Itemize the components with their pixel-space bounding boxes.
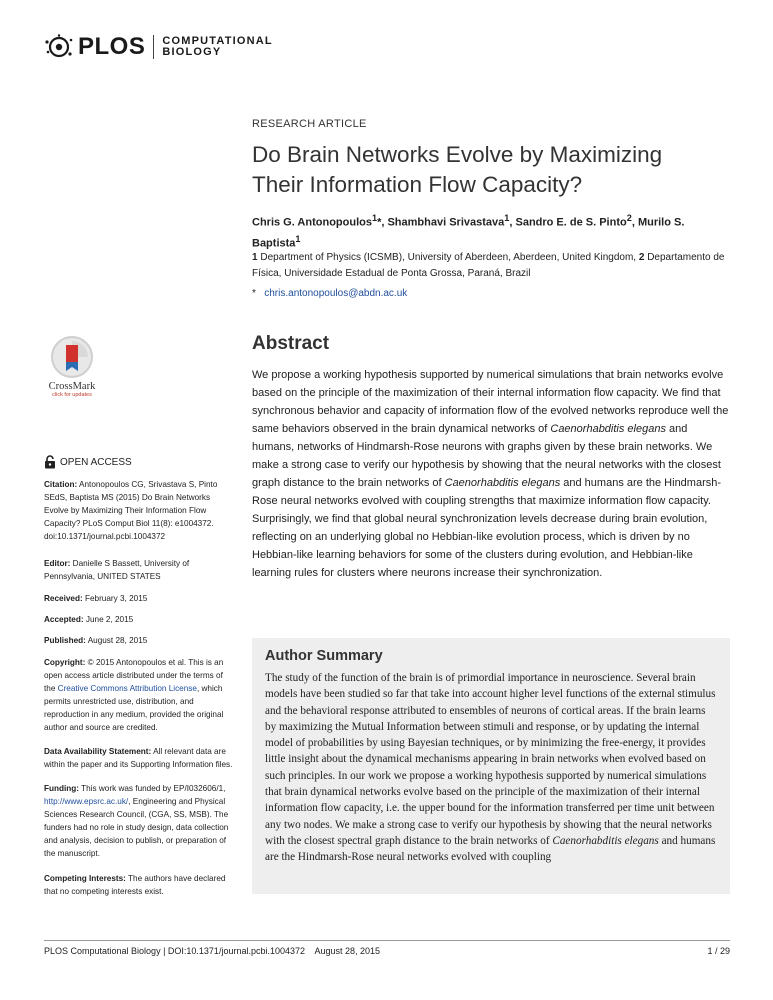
open-access — [44, 455, 234, 469]
published-label: Published: — [44, 636, 86, 645]
corresponding-mark: * — [377, 216, 382, 229]
editor-block — [44, 557, 234, 583]
logo-divider — [153, 35, 154, 59]
copyright-text: © 2015 Antonopoulos et al. This is an open access article distributed under the terms of the — [44, 658, 224, 693]
funding-block — [44, 782, 234, 860]
abstract-species: Caenorhabditis elegans — [550, 423, 666, 435]
data-availability-block — [44, 745, 234, 771]
affiliations — [252, 250, 730, 282]
citation-label: Citation: — [44, 480, 78, 489]
accepted-block — [44, 613, 234, 626]
author-summary-heading: Author Summary — [265, 648, 383, 664]
footer-divider — [44, 940, 730, 941]
corresponding-email — [252, 288, 730, 299]
author-list: Chris G. Antonopoulos$^1$*, Shambhavi Srivastava$^1$, Sandro E. de S. Pinto$^2$, Murilo S. Baptista$^1$ — [252, 213, 685, 250]
data-availability-text: All relevant data are within the paper and its Supporting Information files. — [44, 747, 233, 769]
crossmark-badge[interactable] — [44, 335, 100, 398]
data-availability-label: Data Availability Statement: — [44, 747, 152, 756]
author-affil-sup: 2 — [626, 213, 632, 223]
affil-text: Department of Physics (ICSMB), University of Aberdeen, Aberdeen, United Kingdom, — [260, 252, 637, 263]
open-lock-icon — [44, 455, 56, 469]
abstract-part: We propose a working hypothesis supported by numerical simulations that brain networks evolve based on the principle of the maximization of their internal information flow capacity. We find that synchronous behavior and capacity of information flow of the evolved networks reproduce well the same behaviors observed in the brain dynamical networks of — [252, 369, 729, 435]
summary-species: Caenorhabditis elegans — [552, 834, 659, 847]
received-label: Received: — [44, 594, 83, 603]
competing-label: Competing Interests: — [44, 874, 126, 883]
affil-number: 1 — [252, 252, 258, 263]
title-line-2: Their Information Flow Capacity? — [252, 172, 583, 197]
affil-number: 2 — [638, 252, 645, 263]
abstract-heading: Abstract — [252, 333, 330, 354]
received-block — [44, 592, 234, 605]
footer-citation: PLOS Computational Biology | DOI:10.1371/journal.pcbi.1004372 August 28, 2015 — [44, 946, 381, 956]
page-number: 1 / 29 — [707, 946, 730, 956]
corresponding-mark: * — [252, 288, 256, 299]
cc-license-link[interactable]: Creative Commons Attribution License — [57, 684, 197, 693]
open-access-label: OPEN ACCESS — [60, 456, 132, 468]
summary-part: and humans are the Hindmarsh-Rose neural networks evolved with coupling — [265, 834, 716, 864]
summary-part: The study of the function of the brain is of primordial importance in neuroscience. Several brain models have been studied so far that take into account higher level functions of the external stimulus and the behavioral response attributed to ensembles of neurons of cortical areas. If the brain learns by maximizing the Mutual Information between stimuli and response, or by updating the internal model of probabilities by using Bayesian techniques, or by minimizing the free-energy, it provides little insight about the dynamical mechanisms appearing in brain networks when evolved based on such principles. In our work we propose a working hypothesis supported by numerical simulations that brain dynamical networks evolve based on the principle of the maximization of their internal information flow capacity, i.e. the upper bound for the information transferred per time unit between any two nodes. We make a strong case to verify our hypothesis by showing that the neural networks with the closest spectral graph distance to the brain networks of — [265, 672, 716, 847]
editor-label: Editor: — [44, 559, 71, 568]
competing-interests-block — [44, 872, 234, 898]
author-affil-sup: 1 — [504, 213, 510, 223]
copyright-label: Copyright: — [44, 658, 86, 667]
article-title — [252, 140, 730, 200]
citation-block — [44, 478, 234, 543]
author-affil-sup: 1 — [371, 213, 378, 223]
copyright-block — [44, 656, 234, 734]
title-line-1: Do Brain Networks Evolve by Maximizing — [252, 142, 663, 167]
journal-name-line2: BIOLOGY — [162, 46, 222, 58]
author-affil-sup: 1 — [295, 233, 301, 244]
copyright-text: , which permits unrestricted use, distribution, and reproduction in any medium, provided the original author and source are credited. — [44, 684, 224, 732]
competing-text: The authors have declared that no competing interests exist. — [44, 874, 226, 896]
article-type: RESEARCH ARTICLE — [252, 118, 367, 130]
abstract-part: and humans are the Hindmarsh-Rose neural networks evolved with coupling strengths that maximize information flow capacity. Surprisingly, we find that global neural synchronization levels decrease during brain evolution, reflecting on an underlying global no Hebbian-like evolution process, which is driven by no Hebbian-like learning behaviors for some of the clusters during evolution, and Hebbian-like learning rules for clusters where neurons increase their synchronization. — [252, 477, 722, 579]
citation-text: Antonopoulos CG, Srivastava S, Pinto SEdS, Baptista MS (2015) Do Brain Networks Evolve by Maximizing Their Information Flow Capacity? PLoS Comput Biol 11(8): e1004372. doi:10.1371/journal.pcbi.1004372 — [44, 480, 218, 541]
author-name[interactable]: Sandro E. de S. Pinto — [515, 216, 627, 229]
crossmark-sub: click for updates — [52, 392, 92, 398]
editor-text: Danielle S Bassett, University of Pennsylvania, UNITED STATES — [44, 559, 190, 581]
crossmark-label: CrossMark — [48, 381, 96, 392]
page-footer — [44, 946, 730, 956]
crossmark-icon — [50, 335, 94, 379]
published-block — [44, 634, 234, 647]
epsrc-link[interactable]: http://www.epsrc.ac.uk/ — [44, 797, 129, 806]
journal-name — [162, 36, 273, 58]
abstract-text — [252, 366, 730, 582]
author-name[interactable]: Chris G. Antonopoulos — [252, 216, 372, 229]
plos-logo-icon — [44, 34, 74, 60]
logo-plos-text: PLOS — [78, 33, 146, 60]
plos-logo[interactable] — [44, 32, 273, 62]
received-date: February 3, 2015 — [84, 594, 148, 603]
accepted-date: June 2, 2015 — [85, 615, 134, 624]
abstract-species: Caenorhabditis elegans — [444, 477, 561, 489]
funding-text: , Engineering and Physical Sciences Research Council, (CGA, SS, MSB). The funders had no role in study design, data collection and analysis, decision to publish, or preparation of the manuscript. — [44, 797, 229, 858]
funding-text: This work was funded by EP/I032606/1, — [81, 784, 226, 793]
published-date: August 28, 2015 — [87, 636, 148, 645]
author-name[interactable]: Murilo S. Baptista — [252, 216, 685, 250]
email-link[interactable]: chris.antonopoulos@abdn.ac.uk — [264, 288, 408, 299]
author-summary-text — [265, 670, 717, 866]
abstract-part: and humans, networks of Hindmarsh-Rose neurons with graphs given by these brain networks. We make a strong case to verify our hypothesis by showing that the neural networks with the closest graph distance to the brain networks of — [252, 423, 721, 489]
journal-name-line1: COMPUTATIONAL — [162, 35, 273, 47]
author-summary-box — [252, 638, 730, 894]
author-name[interactable]: Shambhavi Srivastava — [387, 216, 505, 229]
affil-text: Departamento de Física, Universidade Estadual de Ponta Grossa, Paraná, Brazil — [252, 252, 725, 279]
accepted-label: Accepted: — [44, 615, 84, 624]
funding-label: Funding: — [44, 784, 80, 793]
